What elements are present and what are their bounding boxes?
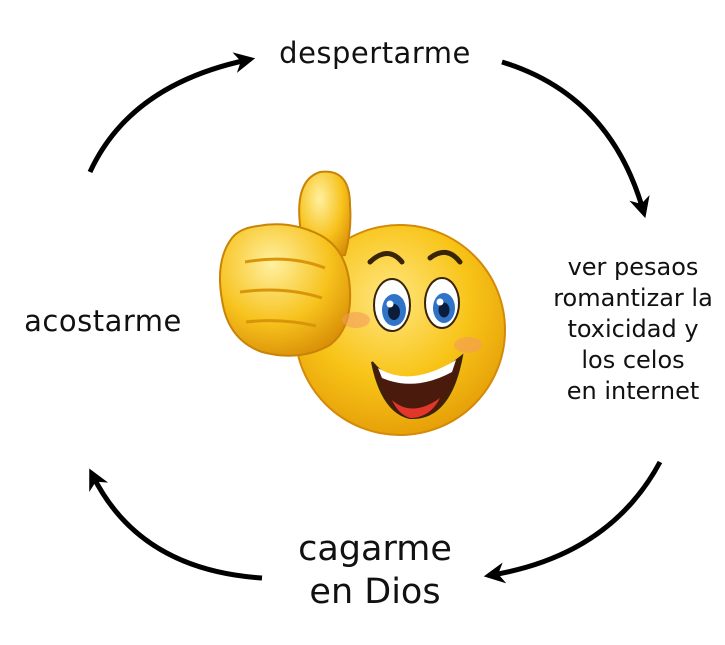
step-acostarme xyxy=(8,306,198,338)
step-line: cagarme xyxy=(298,529,452,569)
step-cagarme xyxy=(280,528,470,614)
step-line: los celos xyxy=(581,346,685,374)
step-line: despertarme xyxy=(279,36,471,70)
step-line: toxicidad y xyxy=(567,315,699,343)
step-ver-pesaos xyxy=(538,252,725,407)
step-line: acostarme xyxy=(24,304,182,338)
step-line: ver pesaos xyxy=(567,253,699,281)
step-despertarme xyxy=(270,38,480,70)
step-line: en Dios xyxy=(309,572,441,612)
step-line: romantizar la xyxy=(553,284,713,312)
step-line: en internet xyxy=(566,377,700,405)
